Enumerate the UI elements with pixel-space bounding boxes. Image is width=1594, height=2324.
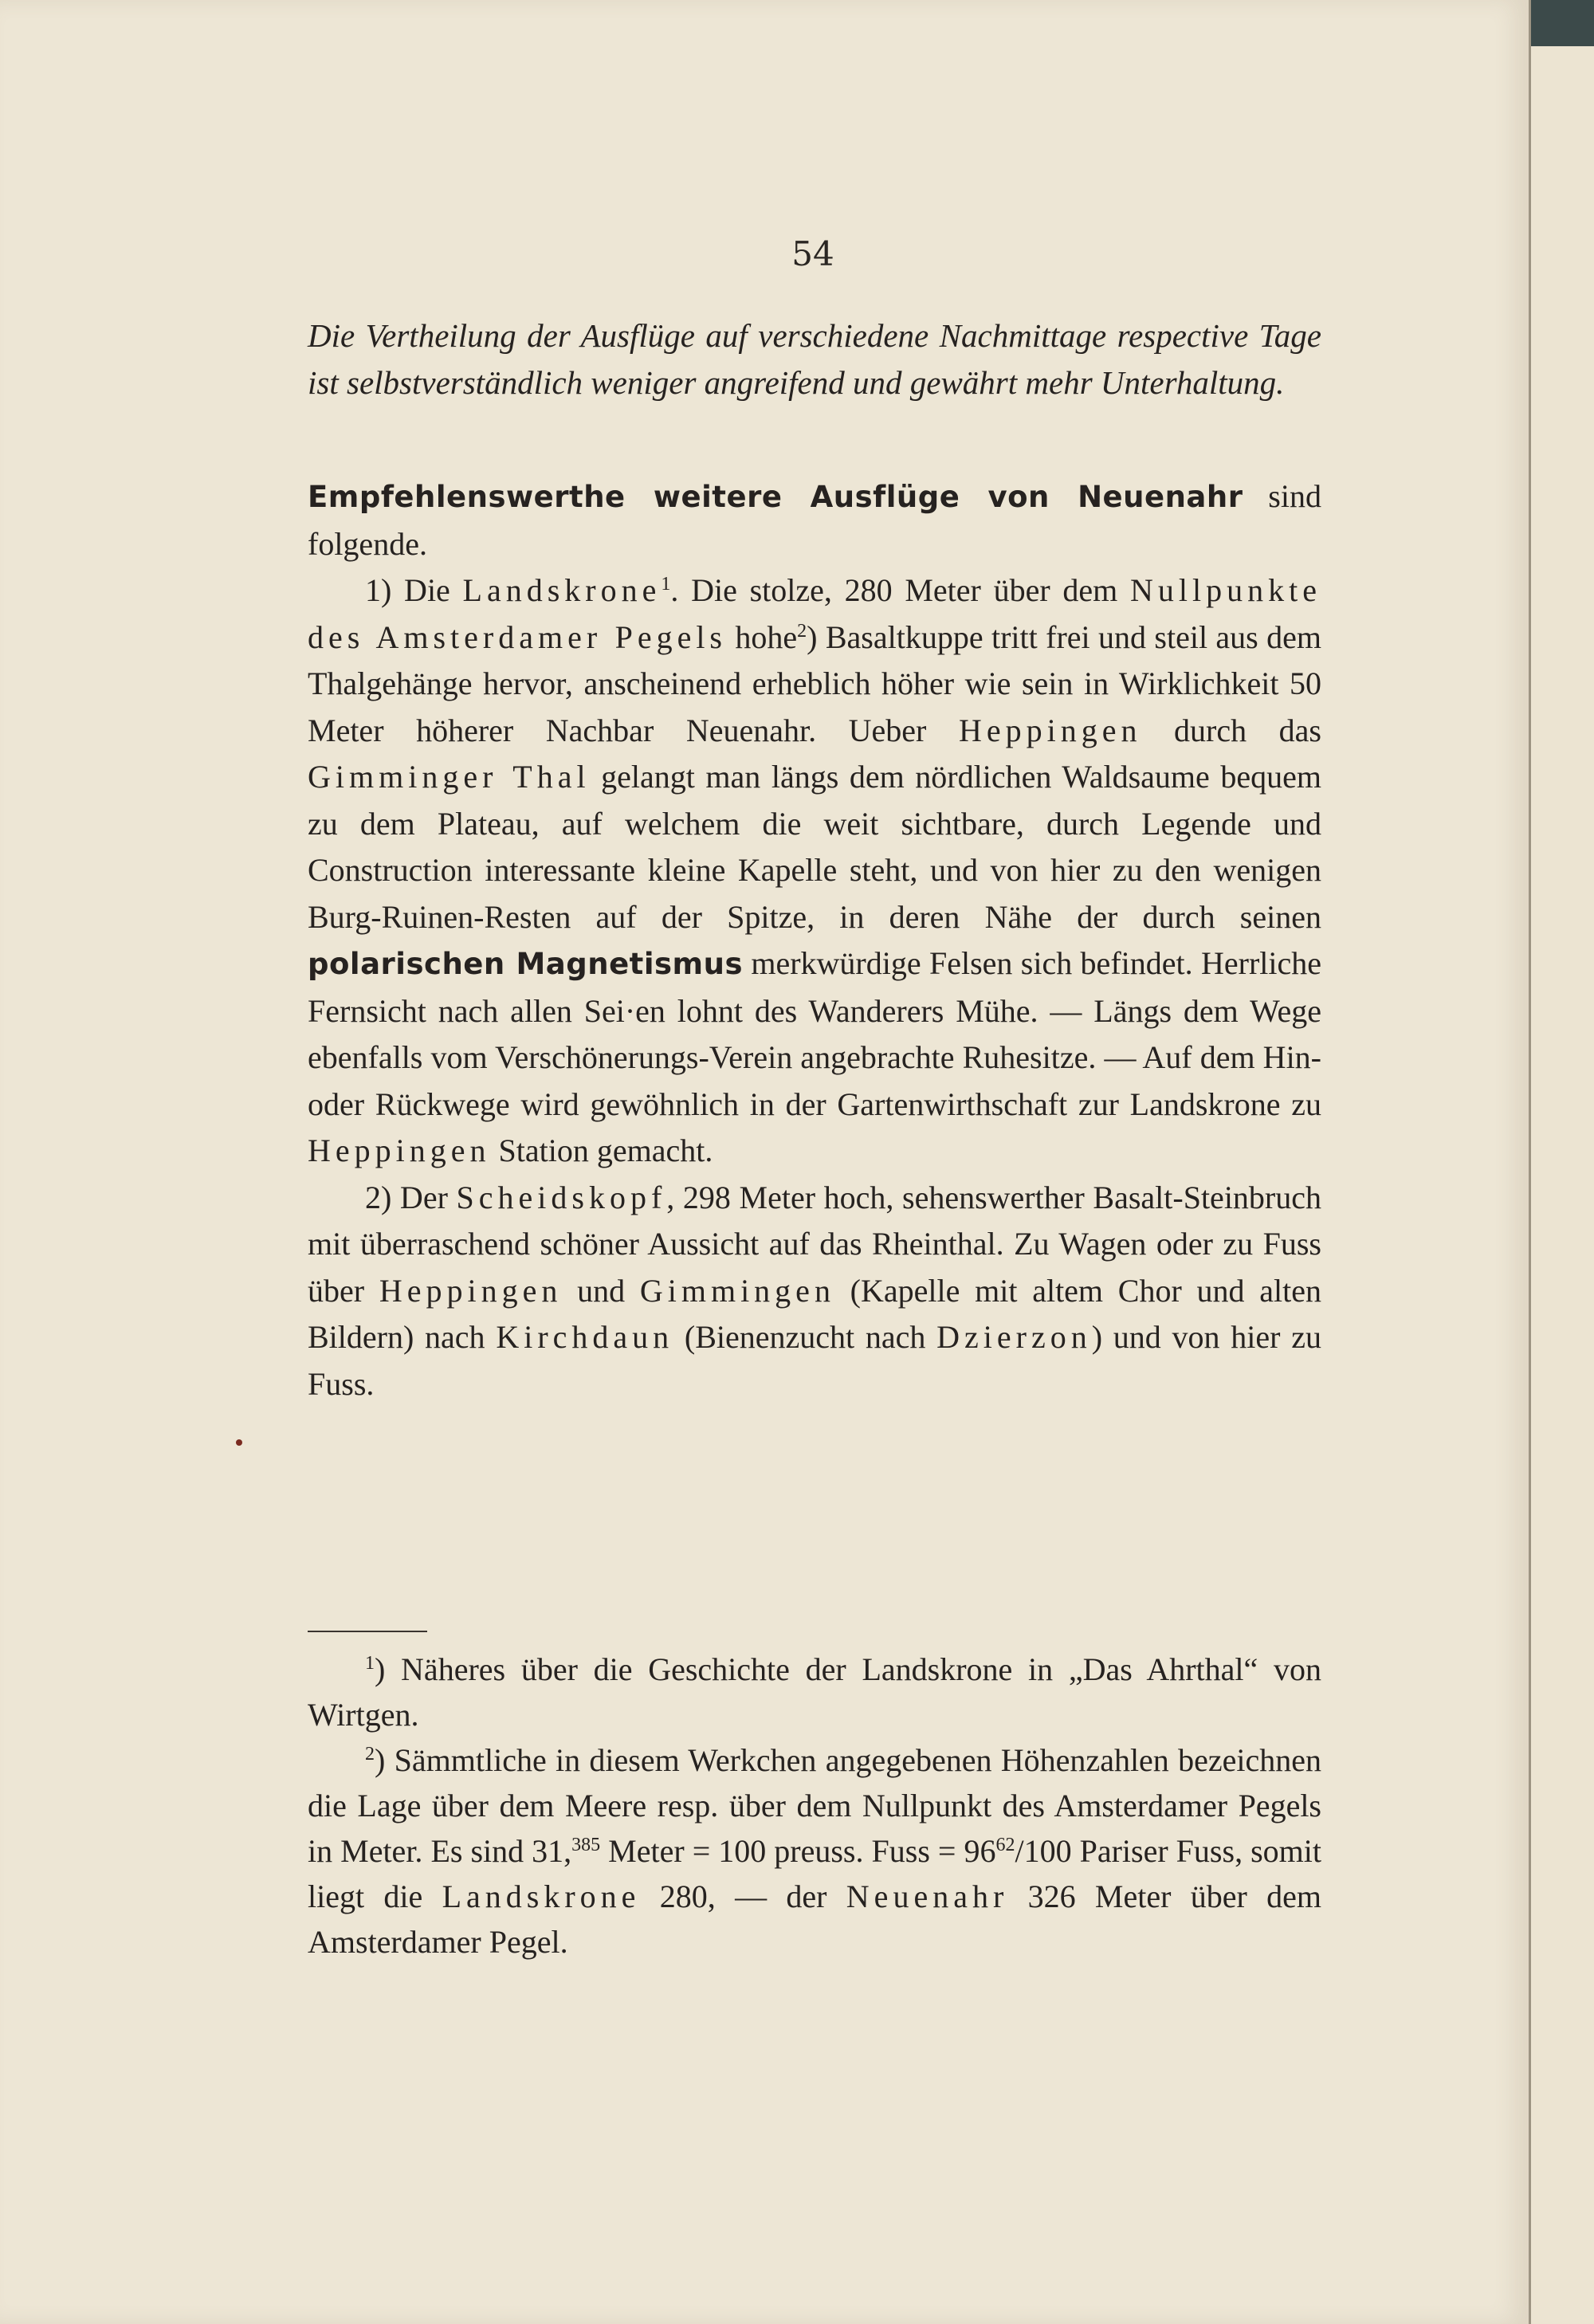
place-scheidskopf: Scheidskopf [456, 1179, 667, 1215]
item1-text-7: Station gemacht. [490, 1133, 713, 1168]
heading-paragraph [308, 473, 1321, 567]
item2-text-5: ) und von hier zu Fuss. [308, 1319, 1321, 1402]
page-number: 54 [791, 234, 834, 273]
footnote-ref-2: 2 [797, 620, 807, 642]
item2-prefix: 2) Der [365, 1179, 457, 1215]
footnote-divider [308, 1631, 427, 1632]
item-landskrone [308, 567, 1321, 1175]
place-neuenahr: Neuenahr [846, 1878, 1009, 1914]
footnote-2-mark: 2 [365, 1744, 375, 1765]
item1-text-4: durch das [1141, 712, 1321, 748]
item1-text-2: hohe [727, 618, 798, 655]
place-heppingen-2: Heppingen [308, 1133, 491, 1168]
footnote-2-text-4: 280, — der [640, 1878, 846, 1914]
section-heading: Empfehlenswerthe weitere Ausflüge von Neuenahr [308, 480, 1243, 514]
footnote-1 [308, 1647, 1321, 1737]
next-page-edge [1527, 46, 1594, 2324]
intro-text: Die Vertheilung der Ausflüge auf verschiedene Nachmittage respective Tage ist selbstverständlich weniger angreifend und gewährt mehr Unterhaltung. [308, 317, 1321, 401]
footnote-1-mark: 1 [365, 1653, 375, 1674]
footnote-2-sup-1: 385 [571, 1835, 601, 1855]
place-heppingen-3: Heppingen [379, 1272, 563, 1309]
item2-text-4: (Bienenzucht nach [673, 1319, 937, 1355]
footnote-2-sup-2: 62 [995, 1835, 1015, 1855]
item1-text-3: ) Basaltkuppe tritt frei und steil aus dem Thalgehänge hervor, anscheinend erheblich höher wie sein in Wirklichkeit 50 Meter höherer Nachbar Neuenahr. Ueber [308, 618, 1321, 748]
place-landskrone-2: Landskrone [442, 1878, 641, 1914]
main-text [308, 473, 1321, 1407]
place-nullpunkte: Nullpunkte des Amsterdamer Pegels [308, 572, 1321, 655]
term-polar-magnetism: polarischen Magnetismus [308, 947, 743, 981]
item-scheidskopf [308, 1175, 1321, 1408]
item2-text-3: (Kapelle mit altem Chor und alten Bildern) nach [308, 1272, 1322, 1355]
item2-text-1: , 298 Meter hoch, sehenswerther Basalt-Steinbruch mit überraschend schöner Aussicht auf das Rheinthal. Zu Wagen oder zu Fuss über [308, 1179, 1322, 1309]
place-gimmingen: Gimmingen [639, 1272, 835, 1309]
place-heppingen: Heppingen [958, 712, 1142, 748]
footnote-ref-1: 1 [661, 574, 671, 595]
footnote-1-text: ) Näheres über die Geschichte der Landskrone in „Das Ahrthal“ von Wirtgen. [308, 1651, 1321, 1733]
footnote-2-text-2: Meter = 100 preuss. Fuss = 96 [600, 1833, 996, 1869]
place-landskrone: Landskrone [462, 572, 662, 608]
name-dzierzon: Dzierzon [936, 1319, 1092, 1355]
margin-speck [236, 1439, 242, 1446]
item1-text-6: merkwürdige Felsen sich befindet. Herrliche Fernsicht nach allen Sei·en lohnt des Wanderers Mühe. — Längs dem Wege ebenfalls vom Verschönerungs-Verein angebrachte Ruhesitze. — Auf dem Hin- oder Rückwege wird gewöhnlich in der Gartenwirthschaft zur Landskrone zu [308, 945, 1321, 1122]
intro-paragraph [308, 312, 1321, 406]
place-kirchdaun: Kirchdaun [496, 1319, 674, 1355]
item1-text-5: gelangt man längs dem nördlichen Waldsaume bequem zu dem Plateau, auf welchem die weit sichtbare, durch Legende und Construction interessante kleine Kapelle steht, und von hier zu den wenigen Burg-Ruinen-Resten auf der Spitze, in deren Nähe der durch seinen [308, 759, 1321, 935]
footnote-2-text-1: ) Sämmtliche in diesem Werkchen angegebenen Höhenzahlen bezeichnen die Lage über dem Meere resp. über dem Nullpunkt des Amsterdamer Pegels in Meter. Es sind 31, [308, 1742, 1321, 1869]
place-gimminger-thal: Gimminger Thal [308, 759, 591, 795]
footnote-2-text-5: 326 Meter über dem Amsterdamer Pegel. [308, 1878, 1321, 1960]
item1-text-1: . Die stolze, 280 Meter über dem [670, 572, 1131, 608]
footnotes [308, 1647, 1321, 1965]
item1-prefix: 1) Die [365, 572, 463, 608]
heading-rest: sind folgende. [308, 478, 1321, 562]
footnote-2-text-3: /100 Pariser Fuss, somit liegt die [308, 1833, 1321, 1914]
footnote-2 [308, 1737, 1321, 1965]
item2-text-2: und [562, 1272, 640, 1309]
